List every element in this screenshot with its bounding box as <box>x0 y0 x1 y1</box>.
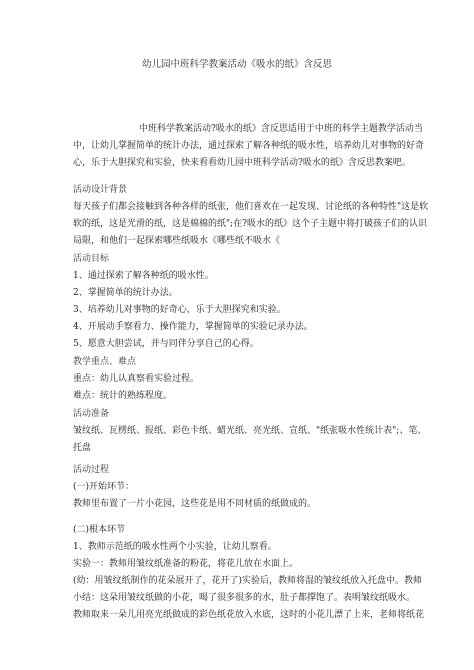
body-line: 教师取来一朵儿用亮光纸做成的彩色纸花放入水底，这时的小花儿漂了上来，老师将纸花 <box>73 610 425 620</box>
document-title: 幼儿园中班科学教案活动《吸水的纸》含反思 <box>141 59 332 70</box>
body-line: 难点：统计的熟练程度。 <box>73 391 173 401</box>
goal-item: 3、培养幼儿对事物的好奇心，乐于大胆探究和实验。 <box>73 305 286 315</box>
body-line: 软的纸，这是光滑的纸，这是棉棉的纸";在?吸水的纸》这个子主题中将打破孩子们的认识 <box>73 219 427 229</box>
body-line: (幼：用皱纹纸制作的花朵展开了，花开了)实验后，教师将湿的皱纹纸放入托盘中。教师 <box>73 576 423 586</box>
intro-line: 中班科学教案活动?吸水的纸》含反思适用于中班的科学主题教学活动当 <box>139 124 423 134</box>
subsection-title: (二)根本环节 <box>73 525 126 535</box>
preparation-section <box>73 406 427 457</box>
design-section <box>73 182 429 250</box>
process-section <box>73 462 409 513</box>
body-line: 每天孩子们都会接触到各种各样的纸张，他们喜欢在一起发现、讨论纸的各种特性"这是软 <box>73 202 429 212</box>
goal-item: 2、掌握简单的统计办法。 <box>73 288 178 298</box>
goal-item: 4、开展动手察看力、操作能力，掌握简单的实验记录办法。 <box>73 322 313 332</box>
process-main-section <box>73 522 425 624</box>
body-line: 托盘 <box>73 443 92 453</box>
section-heading: 教学重点、难点 <box>73 357 137 367</box>
section-heading: 活动过程 <box>73 465 110 475</box>
body-line: 重点：幼儿认真察看实验过程。 <box>73 374 200 384</box>
section-heading: 活动目标 <box>73 254 110 264</box>
goal-item: 1、通过探索了解各种纸的吸水性。 <box>73 271 214 281</box>
body-line: 教师里布置了一片小花园，这些花是用不同材质的纸做成的。 <box>73 499 317 509</box>
section-heading: 活动准备 <box>73 409 110 419</box>
body-line: 皱纹纸、瓦楞纸、报纸、彩色卡纸、蜡光纸、亮光纸、宣纸、"纸张吸水性统计表";、笔、 <box>73 426 427 436</box>
subsection-title: (一)开始环节： <box>73 482 135 492</box>
goal-item: 5、愿意大胆尝试，并与同伴分享自己的心得。 <box>73 339 259 349</box>
intro-paragraph <box>73 121 425 172</box>
intro-line: 心，乐于大胆探究和实验，快来看看幼儿园中班科学活动?吸水的纸》含反思教案吧。 <box>73 158 411 168</box>
key-points-section <box>73 354 409 405</box>
body-line: 小结：这朵用皱纹纸做的小花，喝了很多很多的水，肚子都撑饱了。表明皱纹纸吸水。 <box>73 593 416 603</box>
body-line: 1、教师示范纸的吸水性两个小实验，让幼儿察看。 <box>73 542 277 552</box>
goals-section <box>73 251 409 353</box>
body-line: 实验一：教师用皱纹纸准备的粉花，将花儿放在水面上。 <box>73 559 299 569</box>
intro-line: 中，让幼儿掌握简单的统计办法，通过探索了解各种纸的吸水性，培养幼儿对事物的好奇 <box>73 141 425 151</box>
section-heading: 活动设计背景 <box>73 185 128 195</box>
body-line: 局限，和他们一起探索哪些纸吸水《哪些纸不吸水《 <box>73 236 281 246</box>
